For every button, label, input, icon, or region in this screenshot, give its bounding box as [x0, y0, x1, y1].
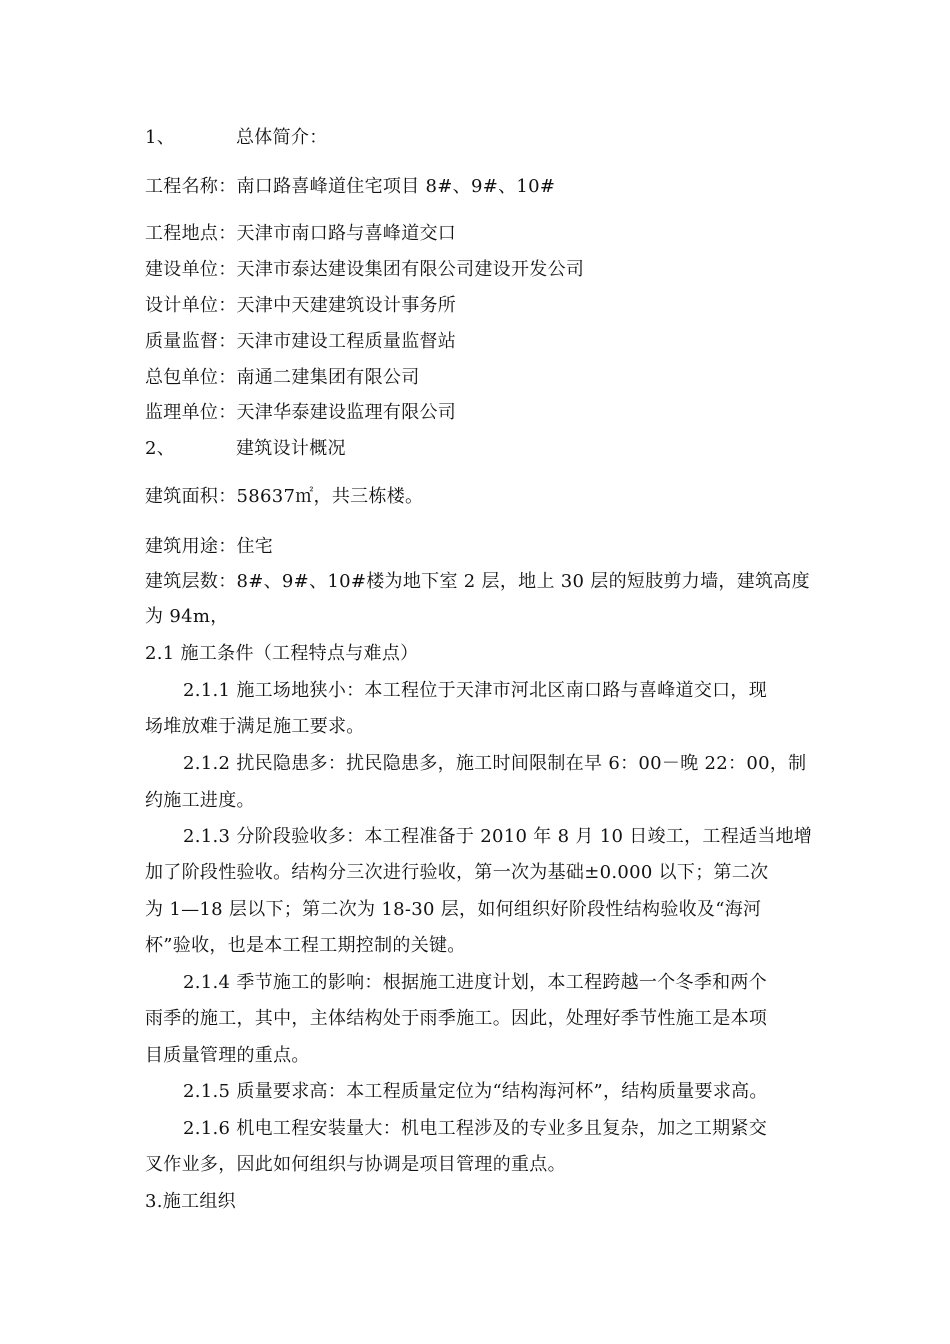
conditions-heading: 2.1 施工条件（工程特点与难点）	[145, 643, 419, 664]
section-1-heading	[145, 126, 328, 150]
project-location: 工程地点：天津市南口路与喜峰道交口	[145, 223, 457, 244]
condition-line: 为 1—18 层以下；第二次为 18-30 层，如何组织好阶段性结构验收及“海河	[145, 899, 762, 920]
condition-line: 2.1.2 扰民隐患多：扰民隐患多，施工时间限制在早 6：00－晚 22：00，制	[183, 753, 807, 774]
condition-line: 2.1.5 质量要求高：本工程质量定位为“结构海河杯”，结构质量要求高。	[183, 1081, 768, 1102]
section-number: 2、	[145, 438, 176, 459]
condition-line: 加了阶段性验收。结构分三次进行验收，第一次为基础±0.000 以下；第二次	[145, 862, 769, 883]
condition-line: 场堆放难于满足施工要求。	[145, 716, 365, 737]
project-owner: 建设单位：天津市泰达建设集团有限公司建设开发公司	[145, 259, 585, 280]
building-area: 建筑面积：58637㎡，共三栋楼。	[145, 486, 424, 507]
building-use: 建筑用途：住宅	[145, 536, 274, 557]
condition-line: 雨季的施工，其中，主体结构处于雨季施工。因此，处理好季节性施工是本项	[145, 1008, 768, 1029]
section-title: 建筑设计概况	[236, 438, 346, 459]
condition-line: 目质量管理的重点。	[145, 1045, 310, 1066]
condition-line: 2.1.3 分阶段验收多：本工程准备于 2010 年 8 月 10 日竣工，工程适当地增	[183, 826, 813, 847]
project-supervisor: 监理单位：天津华泰建设监理有限公司	[145, 402, 457, 423]
section-number: 1、	[145, 127, 176, 148]
project-name: 工程名称：南口路喜峰道住宅项目 8#、9#、10#	[145, 176, 556, 197]
building-floors-cont: 为 94m，	[145, 606, 229, 627]
condition-line: 2.1.6 机电工程安装量大：机电工程涉及的专业多且复杂，加之工期紧交	[183, 1118, 768, 1139]
project-designer: 设计单位：天津中天建建筑设计事务所	[145, 295, 457, 316]
condition-line: 2.1.4 季节施工的影响：根据施工进度计划，本工程跨越一个冬季和两个	[183, 972, 768, 993]
section-title: 总体简介：	[236, 127, 328, 148]
building-floors: 建筑层数：8#、9#、10#楼为地下室 2 层，地上 30 层的短肢剪力墙，建筑高度	[145, 571, 810, 592]
project-quality-supervision: 质量监督：天津市建设工程质量监督站	[145, 331, 457, 352]
project-contractor: 总包单位：南通二建集团有限公司	[145, 367, 420, 388]
condition-line: 叉作业多，因此如何组织与协调是项目管理的重点。	[145, 1154, 566, 1175]
condition-line: 杯”验收，也是本工程工期控制的关键。	[145, 935, 466, 956]
condition-line: 2.1.1 施工场地狭小：本工程位于天津市河北区南口路与喜峰道交口，现	[183, 680, 768, 701]
section-2-heading	[145, 437, 346, 461]
condition-line: 约施工进度。	[145, 790, 255, 811]
section-3-heading: 3.施工组织	[145, 1191, 236, 1212]
